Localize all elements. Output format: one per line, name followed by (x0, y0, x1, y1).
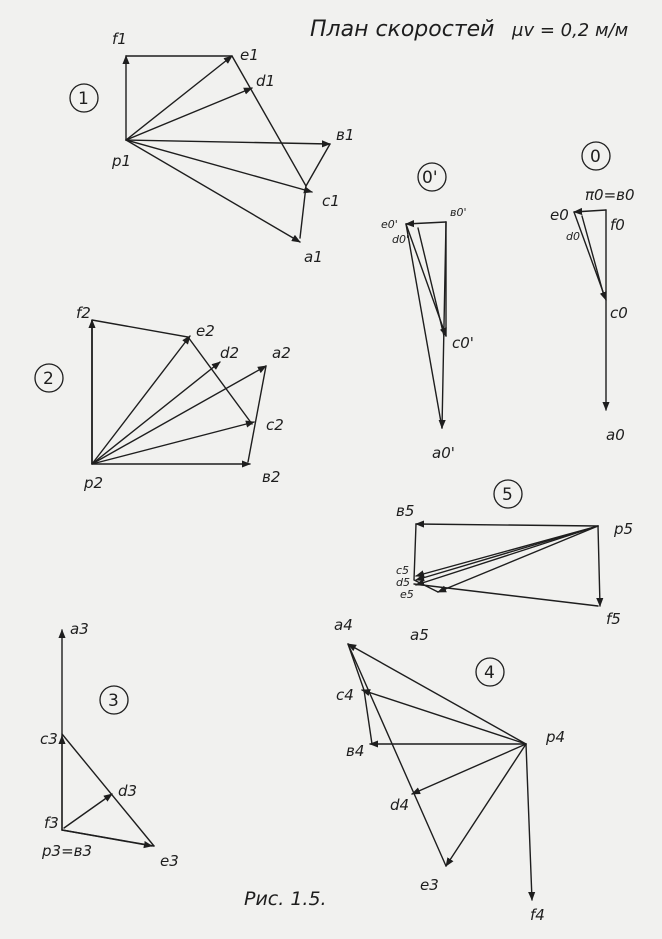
label-c0: c0 (610, 304, 628, 322)
label-d3: d3 (118, 782, 138, 800)
label-a0-prime: a0' (432, 444, 455, 462)
label-f2: f2 (76, 304, 91, 322)
plan-5-number: 5 (502, 485, 513, 505)
vector-p1-e1 (126, 56, 232, 140)
label-e5: e5 (400, 588, 414, 601)
label-a1: a1 (304, 248, 323, 266)
label-d0-prime: d0' (392, 233, 410, 246)
label-c2: c2 (266, 416, 284, 434)
label-c1: c1 (322, 192, 340, 210)
plan-4-number: 4 (484, 663, 495, 683)
label-b0-prime: в0' (450, 206, 467, 219)
plan-0-prime-number: 0' (422, 168, 438, 188)
label-e1: e1 (240, 46, 259, 64)
label-p3-b3: p3=в3 (42, 842, 93, 860)
label-e0: e0 (550, 206, 569, 224)
sheet-title: План скоростей (310, 17, 495, 42)
label-d5: d5 (396, 576, 410, 589)
label-c3: c3 (40, 730, 58, 748)
scale-label: μv = 0,2 м/м (512, 20, 629, 41)
vector-p2-c2 (92, 422, 254, 464)
label-a2: a2 (272, 344, 291, 362)
label-e3: e3 (160, 852, 179, 870)
figure-caption: Рис. 1.5. (244, 888, 327, 910)
label-c5: c5 (396, 564, 410, 577)
label-f0: f0 (610, 216, 625, 234)
label-e3-plan4: e3 (420, 876, 439, 894)
label-p2: p2 (84, 474, 104, 492)
label-f1: f1 (112, 30, 127, 48)
label-f4: f4 (530, 906, 545, 924)
label-p1: p1 (112, 152, 132, 170)
label-b2: в2 (262, 468, 281, 486)
plan-0-prime (381, 163, 474, 462)
label-b1: в1 (336, 126, 355, 144)
plan-0 (550, 142, 635, 444)
label-pi0-b0: π0=в0 (585, 186, 635, 204)
label-d4: d4 (390, 796, 410, 814)
plan-1-number: 1 (78, 89, 89, 109)
label-c4: c4 (336, 686, 354, 704)
vector-p2-d2 (92, 362, 220, 464)
label-b4: в4 (346, 742, 365, 760)
label-b5: в5 (396, 502, 415, 520)
plan-1 (70, 30, 354, 266)
label-p4: p4 (546, 728, 566, 746)
plan-3-number: 3 (108, 691, 119, 711)
label-a4: a4 (334, 616, 353, 634)
plan-4 (334, 616, 565, 924)
label-d0: d0 (566, 230, 580, 243)
plan-2 (35, 304, 291, 492)
plan-5 (396, 480, 633, 644)
label-f5: f5 (606, 610, 621, 628)
plan-2-outline (92, 320, 252, 424)
plan-3 (40, 620, 179, 870)
label-d2: d2 (220, 344, 240, 362)
label-c0-prime: c0' (452, 334, 474, 352)
label-d1: d1 (256, 72, 276, 90)
label-e0-prime: e0' (381, 218, 398, 231)
label-a3: a3 (70, 620, 89, 638)
vector-p1-d1 (126, 88, 252, 140)
label-a5: a5 (410, 626, 429, 644)
plan-0-number: 0 (590, 147, 601, 167)
vector-p1-a1 (126, 140, 300, 242)
label-a0: a0 (606, 426, 625, 444)
plan-2-number: 2 (43, 369, 54, 389)
vector-p1-b1 (126, 140, 330, 144)
label-e2: e2 (196, 322, 215, 340)
vector-p2-a2 (92, 366, 266, 464)
label-f3: f3 (44, 814, 59, 832)
label-p5: p5 (614, 520, 634, 538)
vector-p2-e2 (92, 336, 190, 464)
